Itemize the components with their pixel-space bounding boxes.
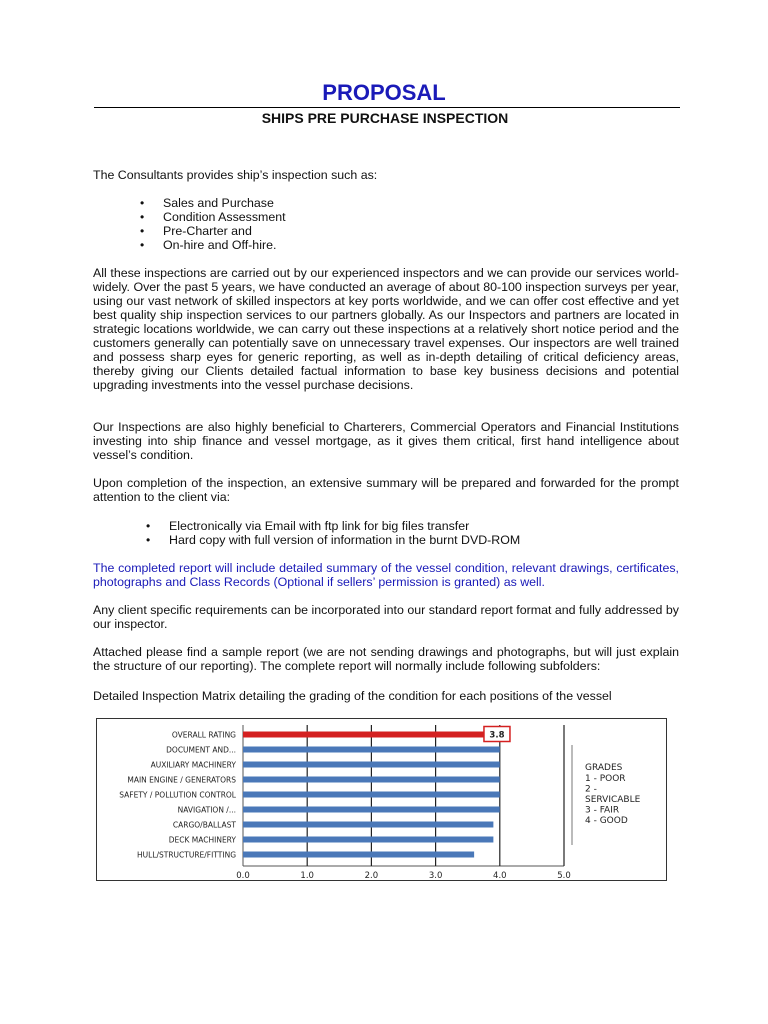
bar (243, 822, 493, 828)
x-tick-label: 3.0 (428, 871, 443, 880)
category-label: DECK MACHINERY (168, 835, 236, 845)
bar (243, 762, 500, 768)
x-tick-label: 4.0 (493, 871, 507, 880)
list-item: • On-hire and Off-hire. (140, 238, 286, 252)
title-divider (94, 107, 680, 108)
document-subtitle: SHIPS PRE PURCHASE INSPECTION (261, 110, 509, 126)
list-item: • Condition Assessment (140, 210, 286, 224)
list-item: • Sales and Purchase (140, 196, 286, 210)
bar (243, 837, 493, 843)
category-label: SAFETY / POLLUTION CONTROL (119, 790, 236, 800)
category-label: AUXILIARY MACHINERY (150, 760, 236, 770)
x-tick-label: 2.0 (364, 871, 379, 880)
services-list (140, 196, 286, 252)
paragraph-report-contents: The completed report will include detailed summary of the vessel condition, relevant drawings, certificates, photographs and Class Records (Optional if sellers’ permission is granted) as well. (93, 561, 679, 589)
list-item: • Hard copy with full version of information in the burnt DVD-ROM (146, 533, 520, 547)
paragraph-matrix: Detailed Inspection Matrix detailing the grading of the condition for each positions of the vessel (93, 689, 612, 703)
intro-text: The Consultants provides ship’s inspection such as: (93, 168, 378, 182)
category-label: DOCUMENT AND... (166, 745, 236, 755)
bar (243, 852, 474, 858)
category-label: CARGO/BALLAST (172, 820, 236, 830)
paragraph-completion: Upon completion of the inspection, an extensive summary will be prepared and forwarded for the prompt attention to the client via: (93, 476, 679, 504)
legend-entry: SERVICABLE (585, 795, 641, 805)
legend-entry: 1 - POOR (585, 774, 626, 784)
paragraph-sample-report: Attached please find a sample report (we are not sending drawings and photographs, but will just explain the structure of our reporting). The complete report will normally include following subfolders: (93, 645, 679, 673)
legend-title: GRADES (585, 763, 623, 773)
bar (243, 792, 500, 798)
inspection-matrix-chart (96, 718, 667, 881)
category-label: NAVIGATION /... (177, 805, 236, 815)
bar (243, 732, 487, 738)
data-label: 3.8 (489, 730, 505, 741)
paragraph-benefits: Our Inspections are also highly beneficial to Charterers, Commercial Operators and Financial Institutions investing into ship finance and vessel mortgage, as it gives them critical, first hand intelligence about vessel’s condition. (93, 420, 679, 462)
list-item: • Pre-Charter and (140, 224, 286, 238)
bar (243, 747, 500, 753)
category-label: HULL/STRUCTURE/FITTING (136, 850, 236, 860)
delivery-list (146, 519, 520, 547)
bar (243, 777, 500, 783)
x-tick-label: 0.0 (236, 871, 250, 880)
legend-entry: 4 - GOOD (585, 816, 628, 826)
category-label: OVERALL RATING (171, 730, 236, 740)
document-title: PROPOSAL (322, 80, 446, 105)
legend-entry: 3 - FAIR (585, 805, 620, 816)
x-tick-label: 5.0 (557, 871, 571, 880)
chart-canvas (97, 719, 666, 880)
category-label: MAIN ENGINE / GENERATORS (127, 775, 236, 785)
paragraph-experience: All these inspections are carried out by our experienced inspectors and we can provide our services world-widely. Over the past 5 years, we have conducted an average of about 80-100 inspection surveys per year, using our vast network of skilled inspectors at key ports worldwide, and we can offer cost effective and yet best quality ship inspection services to our partners globally. As our Inspectors and partners are located in strategic locations worldwide, we can carry out these inspections at a relatively short notice period and the customers generally can potentially save on unnecessary travel expenses. Our inspectors are well trained and possess sharp eyes for generic reporting, as well as in-depth detailing of critical deficiency areas, thereby giving our Clients detailed factual information to base key business decisions and potential upgrading investments into the vessel purchase decisions. (93, 266, 679, 392)
paragraph-client-requirements: Any client specific requirements can be incorporated into our standard report format and fully addressed by our inspector. (93, 603, 679, 631)
legend-entry: 2 - (585, 784, 597, 795)
x-tick-label: 1.0 (300, 871, 314, 880)
bar (243, 807, 500, 813)
list-item: • Electronically via Email with ftp link for big files transfer (146, 519, 520, 533)
